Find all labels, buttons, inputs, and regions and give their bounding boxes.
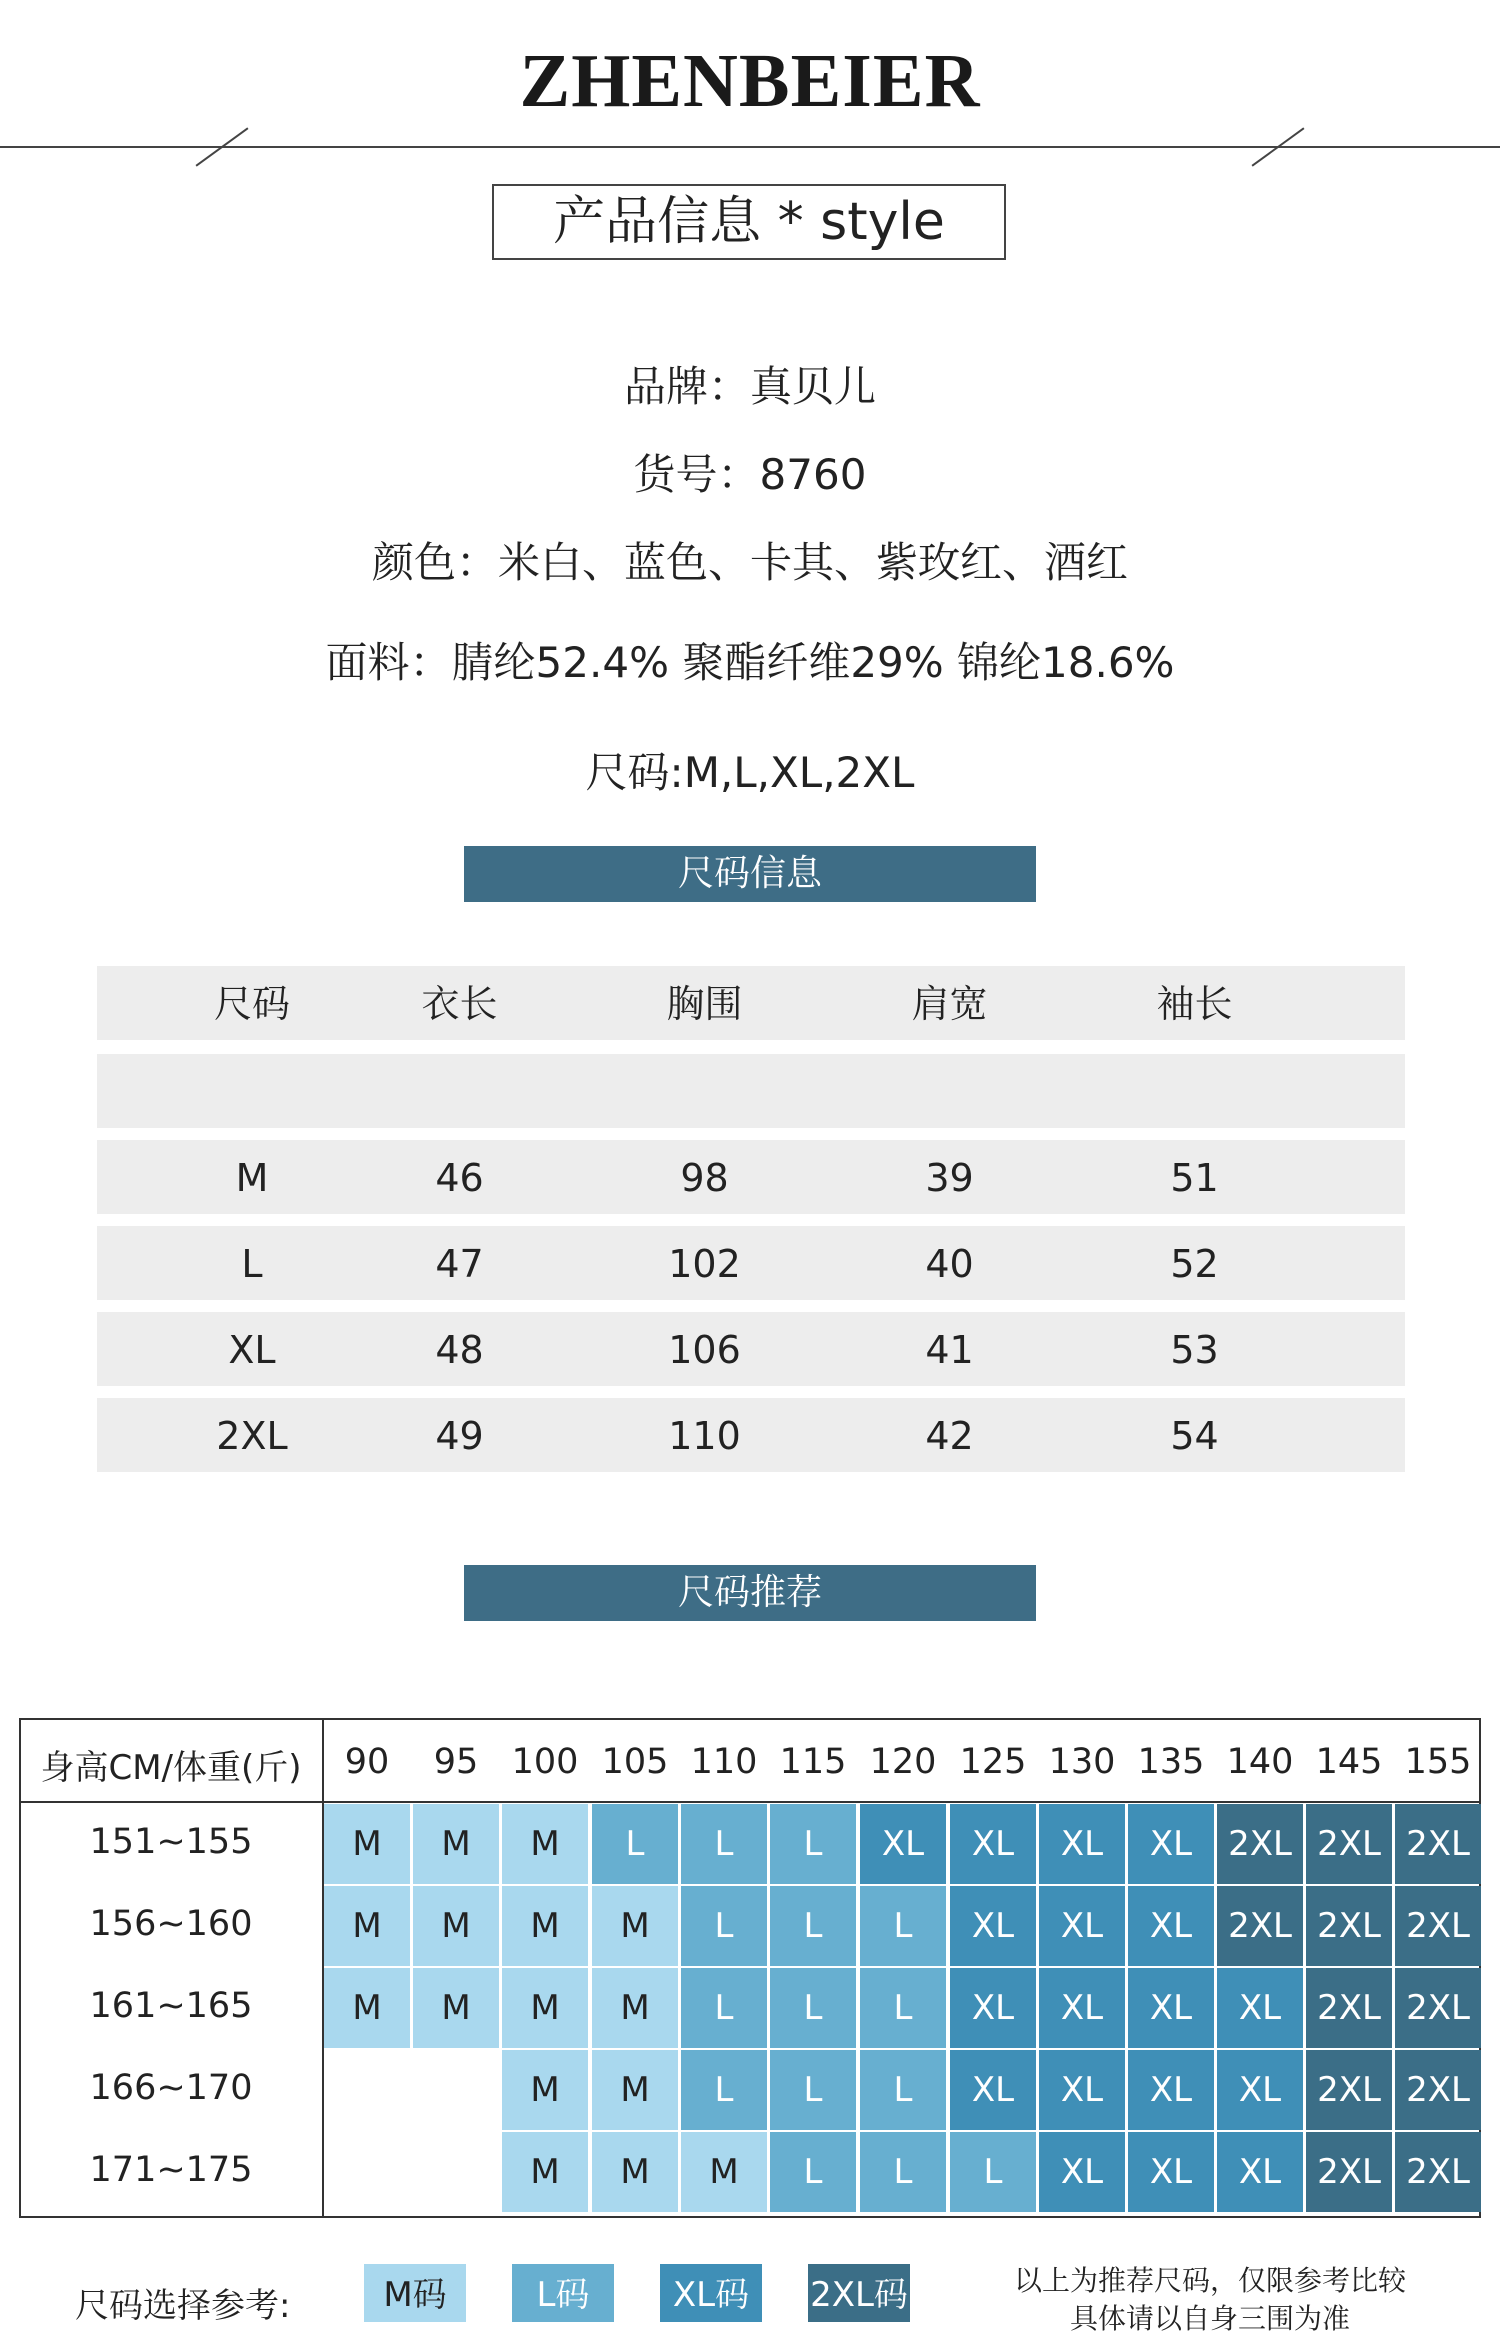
size-recommend-cell: L — [681, 1886, 767, 1966]
table-row — [97, 1140, 1405, 1214]
bust-cell: 106 — [668, 1328, 741, 1372]
recommend-note — [1000, 2262, 1420, 2338]
item-number-line: 货号：8760 — [633, 450, 867, 499]
size-recommend-cell: 2XL — [1306, 1804, 1392, 1884]
length-cell: 49 — [435, 1414, 484, 1458]
size-recommend-cell: XL — [950, 1886, 1036, 1966]
size-recommend-cell: 2XL — [1306, 1886, 1392, 1966]
size-recommend-cell: M — [502, 1804, 588, 1884]
size-recommend-cell: XL — [950, 1968, 1036, 2048]
size-recommend-cell: M — [413, 1804, 499, 1884]
shoulder-cell: 42 — [925, 1414, 974, 1458]
height-row-header: 156~160 — [89, 1904, 253, 1944]
bust-cell: 102 — [668, 1242, 741, 1286]
size-recommend-cell: M — [413, 1968, 499, 2048]
sleeve-cell: 51 — [1170, 1156, 1219, 1200]
size-recommend-cell: L — [770, 2050, 856, 2130]
weight-column-header: 145 — [1315, 1742, 1383, 1782]
size-recommend-cell: XL — [1217, 1968, 1303, 2048]
weight-column-header: 110 — [690, 1742, 758, 1782]
size-recommend-cell: XL — [1039, 2132, 1125, 2212]
weight-column-header: 155 — [1404, 1742, 1472, 1782]
size-table-header-cell: 袖长 — [1156, 982, 1233, 1026]
size-recommend-cell: M — [502, 2050, 588, 2130]
size-recommend-cell: XL — [1128, 1804, 1214, 1884]
table-row — [97, 1398, 1405, 1472]
size-recommend-cell: 2XL — [1217, 1804, 1303, 1884]
size-cell: M — [235, 1156, 269, 1200]
weight-column-header: 140 — [1226, 1742, 1294, 1782]
size-line: 尺码:M,L,XL,2XL — [585, 748, 915, 797]
height-row-header: 161~165 — [89, 1986, 253, 2026]
weight-column-header: 120 — [869, 1742, 937, 1782]
size-recommend-cell: 2XL — [1306, 2050, 1392, 2130]
size-table-spacer-row — [97, 1054, 1405, 1128]
table-row — [97, 1226, 1405, 1300]
size-recommend-cell: M — [502, 2132, 588, 2212]
size-table-header-cell: 尺码 — [213, 982, 290, 1026]
size-recommend-cell: L — [681, 1968, 767, 2048]
size-recommend-cell: 2XL — [1395, 1804, 1481, 1884]
size-recommend-banner: 尺码推荐 — [464, 1565, 1036, 1621]
size-recommend-cell: XL — [860, 1804, 946, 1884]
weight-column-header: 115 — [779, 1742, 847, 1782]
size-table-header-cell: 肩宽 — [911, 982, 988, 1026]
size-recommend-cell — [324, 2132, 410, 2212]
weight-column-header: 100 — [511, 1742, 579, 1782]
color-line: 颜色：米白、蓝色、卡其、紫玫红、酒红 — [371, 538, 1128, 587]
length-cell: 46 — [435, 1156, 484, 1200]
weight-column-header: 125 — [959, 1742, 1027, 1782]
size-recommend-cell: L — [770, 1886, 856, 1966]
size-recommend-cell: XL — [1128, 1968, 1214, 2048]
size-recommend-cell: M — [681, 2132, 767, 2212]
size-recommend-cell: XL — [1128, 2050, 1214, 2130]
fabric-line: 面料：腈纶52.4% 聚酯纤维29% 锦纶18.6% — [325, 638, 1175, 687]
table-row — [97, 1312, 1405, 1386]
size-recommend-cell: XL — [1217, 2050, 1303, 2130]
size-recommend-cell: L — [950, 2132, 1036, 2212]
size-recommend-cell: XL — [950, 1804, 1036, 1884]
length-cell: 47 — [435, 1242, 484, 1286]
sleeve-cell: 53 — [1170, 1328, 1219, 1372]
grid-header-divider — [19, 1801, 1481, 1803]
size-cell: 2XL — [216, 1414, 288, 1458]
size-recommend-cell: 2XL — [1395, 2050, 1481, 2130]
size-recommend-cell: M — [592, 1968, 678, 2048]
legend-label: 尺码选择参考: — [75, 2286, 291, 2326]
size-recommend-cell: M — [324, 1886, 410, 1966]
size-recommend-cell: 2XL — [1306, 1968, 1392, 2048]
size-recommend-cell: XL — [1039, 1968, 1125, 2048]
note-line-1: 以上为推荐尺码，仅限参考比较 — [1013, 2264, 1406, 2297]
size-recommend-cell: L — [860, 2132, 946, 2212]
grid-corner-label: 身高CM/体重(斤) — [40, 1748, 302, 1788]
length-cell: 48 — [435, 1328, 484, 1372]
size-recommend-cell: L — [592, 1804, 678, 1884]
sleeve-cell: 52 — [1170, 1242, 1219, 1286]
weight-column-header: 90 — [344, 1742, 390, 1782]
weight-column-header: 135 — [1137, 1742, 1205, 1782]
size-recommend-cell: L — [860, 1886, 946, 1966]
height-row-header: 166~170 — [89, 2068, 253, 2108]
size-recommend-cell: L — [681, 1804, 767, 1884]
size-recommend-cell: 2XL — [1395, 1886, 1481, 1966]
size-recommend-cell: L — [770, 1968, 856, 2048]
size-cell: XL — [228, 1328, 276, 1372]
size-recommend-cell: M — [502, 1886, 588, 1966]
weight-column-header: 95 — [433, 1742, 479, 1782]
size-recommend-cell: XL — [1039, 1886, 1125, 1966]
size-recommend-cell: M — [592, 1886, 678, 1966]
legend-l: L码 — [512, 2264, 614, 2322]
size-recommend-cell: 2XL — [1395, 2132, 1481, 2212]
size-recommend-cell: M — [324, 1804, 410, 1884]
size-recommend-cell — [413, 2132, 499, 2212]
bust-cell: 110 — [668, 1414, 741, 1458]
size-recommend-cell: XL — [1039, 2050, 1125, 2130]
size-recommend-cell — [324, 2050, 410, 2130]
height-row-header: 151~155 — [89, 1822, 253, 1862]
size-recommend-cell: M — [592, 2050, 678, 2130]
height-row-header: 171~175 — [89, 2150, 253, 2190]
size-recommend-cell: 2XL — [1217, 1886, 1303, 1966]
size-recommend-cell: XL — [950, 2050, 1036, 2130]
size-recommend-cell: XL — [1039, 1804, 1125, 1884]
sleeve-cell: 54 — [1170, 1414, 1219, 1458]
size-recommend-cell: L — [681, 2050, 767, 2130]
size-table-header-cell: 衣长 — [421, 982, 498, 1026]
size-recommend-cell: XL — [1128, 2132, 1214, 2212]
size-recommend-cell: XL — [1128, 1886, 1214, 1966]
legend-2xl: 2XL码 — [808, 2264, 910, 2322]
size-recommend-cell — [413, 2050, 499, 2130]
size-recommend-cell: XL — [1217, 2132, 1303, 2212]
size-recommend-cell: L — [860, 1968, 946, 2048]
weight-column-header: 105 — [601, 1742, 669, 1782]
brand-logo-text: ZHENBEIER — [519, 39, 981, 123]
size-recommend-cell: 2XL — [1395, 1968, 1481, 2048]
size-recommend-cell: L — [770, 2132, 856, 2212]
size-cell: L — [241, 1242, 263, 1286]
shoulder-cell: 41 — [925, 1328, 974, 1372]
size-table-header — [97, 966, 1405, 1040]
bust-cell: 98 — [680, 1156, 729, 1200]
note-line-2: 具体请以自身三围为准 — [1069, 2302, 1350, 2335]
shoulder-cell: 39 — [925, 1156, 974, 1200]
legend-m: M码 — [364, 2264, 466, 2322]
size-info-banner: 尺码信息 — [464, 846, 1036, 902]
size-recommend-cell: L — [860, 2050, 946, 2130]
size-recommend-cell: L — [770, 1804, 856, 1884]
shoulder-cell: 40 — [925, 1242, 974, 1286]
size-recommend-cell: M — [502, 1968, 588, 2048]
weight-column-header: 130 — [1048, 1742, 1116, 1782]
size-table-header-cell: 胸围 — [666, 982, 743, 1026]
brand-line: 品牌：真贝儿 — [623, 362, 876, 411]
section-title: 产品信息 * style — [492, 184, 1006, 260]
size-recommend-cell: M — [324, 1968, 410, 2048]
size-recommend-cell: M — [592, 2132, 678, 2212]
legend-xl: XL码 — [660, 2264, 762, 2322]
size-recommend-cell: M — [413, 1886, 499, 1966]
size-recommend-cell: 2XL — [1306, 2132, 1392, 2212]
